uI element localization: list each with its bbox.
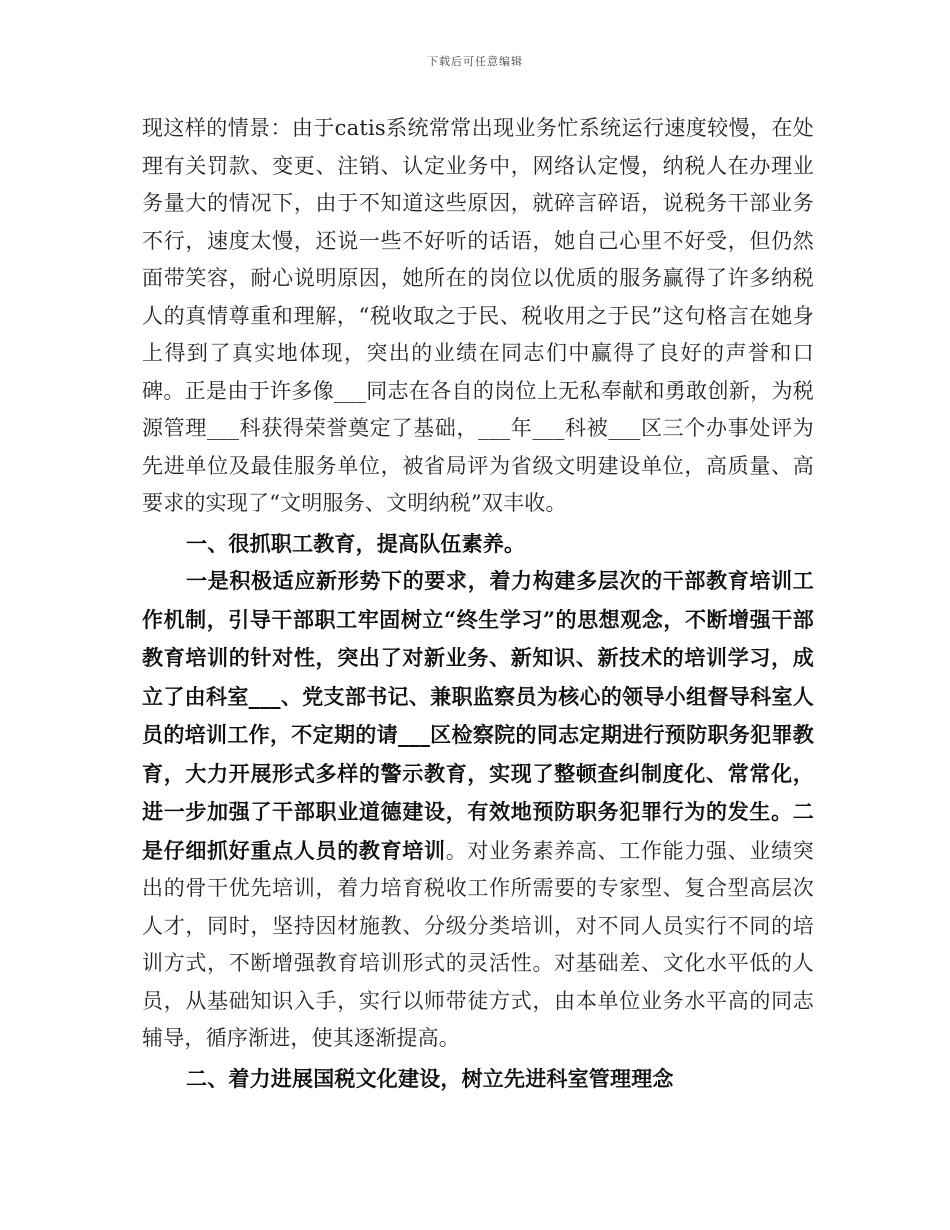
section-heading-2: 二、着力进展国税文化建设，树立先进科室管理理念 [186, 1065, 674, 1091]
paragraph-1: 现这样的情景：由于catis系统常常出现业务忙系统运行速度较慢，在处理有关罚款、变更、注销、认定业务中，网络认定慢，纳税人在办理业务量大的情况下，由于不知道这些原因，就碎言碎语，说税务干部业务不行，速度太慢，还说一些不好听的话语，她自己心里不好受，但仍然面带笑容，耐心说明原因，她所在的岗位以优质的服务赢得了许多纳税人的真情尊重和理解，“税收取之于民、税收用之于民”这句格言在她身上得到了真实地体现，突出的业绩在同志们中赢得了良好的声誉和口碑。正是由于许多像___同志在各自的岗位上无私奉献和勇敢创新，为税源管理___科获得荣誉奠定了基础，___年___科被___区三个办事处评为先进单位及最佳服务单位，被省局评为省级文明建设单位，高质量、高要求的实现了“文明服务、文明纳税”双丰收。 [142, 116, 814, 515]
document-body [142, 110, 814, 1097]
paragraph-2 [142, 562, 814, 1058]
section-heading-1: 一、很抓职工教育，提高队伍素养。 [186, 530, 526, 556]
paragraph-2-text: 。对业务素养高、工作能力强、业绩突出的骨干优先培训，着力培育税收工作所需要的专家型、复合型高层次人才，同时，坚持因材施教、分级分类培训，对不同人员实行不同的培训方式，不断增强教育培训形式的灵活性。对基础差、文化水平低的人员，从基础知识入手，实行以师带徒方式，由本单位业务水平高的同志辅导，循序渐进，使其逐渐提高。 [142, 838, 814, 1050]
paragraph-2-bold-text: 一是积极适应新形势下的要求，着力构建多层次的干部教育培训工作机制，引导干部职工牢固树立“终生学习”的思想观念，不断增强干部教育培训的针对性，突出了对新业务、新知识、新技术的培训学习，成立了由科室___、党支部书记、兼职监察员为核心的领导小组督导科室人员的培训工作，不定期的请___区检察院的同志定期进行预防职务犯罪教育，大力开展形式多样的警示教育，实现了整顿查纠制度化、常常化，进一步加强了干部职业道德建设，有效地预防职务犯罪行为的发生。二是仔细抓好重点人员的教育培训 [142, 568, 814, 863]
header-note: 下载后可任意编辑 [427, 55, 523, 68]
